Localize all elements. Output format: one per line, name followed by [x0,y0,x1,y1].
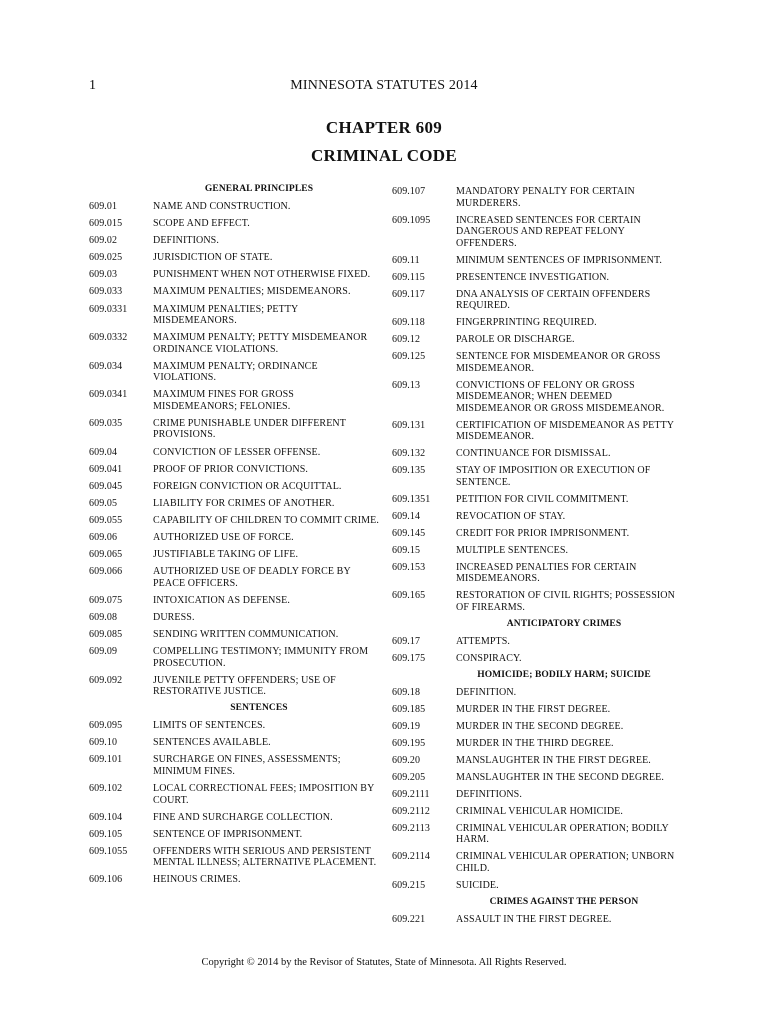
section-title: HEINOUS CRIMES. [153,874,241,886]
section-heading: HOMICIDE; BODILY HARM; SUICIDE [477,669,651,680]
statute-entry[interactable] [89,549,379,561]
statute-entry[interactable] [392,380,684,415]
section-title: MURDER IN THE FIRST DEGREE. [456,703,611,715]
section-number: 609.175 [392,652,426,664]
statute-entry[interactable] [392,687,684,699]
section-title: INCREASED SENTENCES FOR CERTAIN DANGEROUS AND REPEAT FELONY OFFENDERS. [456,214,641,249]
statute-entry[interactable] [392,317,684,329]
section-title: INCREASED PENALTIES FOR CERTAIN MISDEMEANORS. [456,561,637,584]
statute-entry[interactable] [89,464,379,476]
section-number: 609.18 [392,686,421,698]
section-title: ATTEMPTS. [456,635,510,647]
section-number: 609.09 [89,646,118,658]
section-title: FINE AND SURCHARGE COLLECTION. [153,811,333,823]
statute-entry[interactable] [89,829,379,841]
section-number: 609.08 [89,611,118,623]
section-number: 609.015 [89,218,123,230]
section-number: 609.1095 [392,214,431,226]
section-number: 609.04 [89,446,118,458]
section-title: DNA ANALYSIS OF CERTAIN OFFENDERS REQUIRED. [456,288,651,311]
section-number: 609.117 [392,288,425,300]
section-number: 609.11 [392,254,420,266]
section-title: PUNISHMENT WHEN NOT OTHERWISE FIXED. [153,269,371,281]
statute-entry[interactable] [392,590,684,613]
section-title: MANDATORY PENALTY FOR CERTAIN MURDERERS. [456,186,635,209]
statute-entry[interactable] [89,595,379,607]
section-title: ASSAULT IN THE FIRST DEGREE. [456,913,612,925]
section-title: CONVICTIONS OF FELONY OR GROSS MISDEMEANOR; WHEN DEEMED MISDEMEANOR OR GROSS MISDEMEANOR. [456,379,665,414]
statute-entry[interactable] [392,186,684,209]
section-title: PROOF OF PRIOR CONVICTIONS. [153,463,308,475]
section-number: 609.1351 [392,493,431,505]
statute-entry[interactable] [392,738,684,750]
section-title: COMPELLING TESTIMONY; IMMUNITY FROM PROSECUTION. [153,646,369,669]
statute-entry[interactable] [392,636,684,648]
section-heading: ANTICIPATORY CRIMES [506,618,622,629]
section-number: 609.17 [392,635,421,647]
section-number: 609.045 [89,480,123,492]
section-heading: CRIMES AGAINST THE PERSON [489,896,639,907]
statute-entry[interactable] [89,389,379,412]
section-title: MINIMUM SENTENCES OF IMPRISONMENT. [456,254,663,266]
statute-entry[interactable] [392,272,684,284]
section-number: 609.095 [89,720,123,732]
statute-entry[interactable] [89,361,379,384]
section-title: CONSPIRACY. [456,652,522,664]
section-title: JURISDICTION OF STATE. [153,252,273,264]
section-number: 609.106 [89,874,123,886]
section-title: MANSLAUGHTER IN THE FIRST DEGREE. [456,754,651,766]
section-title: CONTINUANCE FOR DISMISSAL. [456,448,611,459]
section-number: 609.107 [392,186,426,197]
statute-entry[interactable] [89,566,379,589]
section-title: PAROLE OR DISCHARGE. [456,334,575,345]
section-number: 609.153 [392,561,426,573]
section-title: SENTENCES AVAILABLE. [153,737,271,749]
statute-entry[interactable] [392,653,684,665]
section-number: 609.066 [89,566,123,578]
section-number: 609.118 [392,317,425,328]
section-title: MAXIMUM PENALTIES; MISDEMEANORS. [153,286,351,298]
section-number: 609.035 [89,417,123,429]
section-number: 609.03 [89,269,118,281]
section-title: DURESS. [153,611,195,623]
statute-entry[interactable] [89,812,379,824]
code-title: CRIMINAL CODE [310,146,458,165]
statute-entry[interactable] [392,255,684,267]
statute-entry[interactable] [392,562,684,585]
section-title: PETITION FOR CIVIL COMMITMENT. [456,493,629,505]
statute-entry[interactable] [89,201,379,213]
statute-entry[interactable] [89,629,379,641]
section-title: SUICIDE. [456,879,499,891]
statute-entry[interactable] [89,737,379,749]
section-number: 609.205 [392,771,426,783]
section-title: JUSTIFIABLE TAKING OF LIFE. [153,549,299,561]
section-title: SCOPE AND EFFECT. [153,218,250,230]
section-title: MANSLAUGHTER IN THE SECOND DEGREE. [456,771,664,783]
statute-entry[interactable] [392,334,684,346]
section-number: 609.13 [392,379,421,391]
section-title: RESTORATION OF CIVIL RIGHTS; POSSESSION OF FIREARMS. [456,590,675,613]
left-column [89,184,379,892]
section-number: 609.215 [392,879,426,891]
section-number: 609.1055 [89,845,128,857]
statute-entry[interactable] [392,351,684,374]
statute-entry[interactable] [89,269,379,281]
statute-entry[interactable] [392,880,684,892]
section-number: 609.145 [392,527,426,539]
section-title: INTOXICATION AS DEFENSE. [153,594,290,606]
section-title: PRESENTENCE INVESTIGATION. [456,271,610,283]
statute-entry[interactable] [392,420,684,443]
section-title: MAXIMUM PENALTIES; PETTY MISDEMEANORS. [153,303,298,327]
statute-entry[interactable] [89,675,379,698]
statute-entry[interactable] [89,304,379,327]
section-title: CRIMINAL VEHICULAR OPERATION; UNBORN CHILD. [456,851,675,874]
section-title: OFFENDERS WITH SERIOUS AND PERSISTENT MENTAL ILLNESS; ALTERNATIVE PLACEMENT. [153,845,377,869]
section-title: LOCAL CORRECTIONAL FEES; IMPOSITION BY COURT. [153,783,375,806]
section-title: NAME AND CONSTRUCTION. [153,201,291,212]
statute-entry[interactable] [392,914,684,926]
section-title: CRIMINAL VEHICULAR OPERATION; BODILY HARM. [456,822,669,845]
statute-entry[interactable] [89,481,379,493]
statute-entry[interactable] [89,754,379,777]
section-title: SENTENCE OF IMPRISONMENT. [153,828,303,840]
statute-entry[interactable] [392,721,684,733]
statute-entry[interactable] [89,532,379,544]
section-number: 609.132 [392,448,426,459]
statute-entry[interactable] [89,286,379,298]
section-number: 609.0331 [89,303,128,315]
section-number: 609.05 [89,497,118,509]
section-title: CRIMINAL VEHICULAR HOMICIDE. [456,805,623,817]
statute-entry[interactable] [392,755,684,767]
page-header [0,78,768,98]
statute-entry[interactable] [392,448,684,460]
section-number: 609.19 [392,720,421,732]
section-title: FINGERPRINTING REQUIRED. [456,317,597,328]
statute-entry[interactable] [89,783,379,806]
chapter-title: CHAPTER 609 [325,118,443,137]
statute-entry[interactable] [392,545,684,557]
section-number: 609.075 [89,594,123,606]
section-title: SURCHARGE ON FINES, ASSESSMENTS; MINIMUM FINES. [153,754,341,777]
statute-entry[interactable] [392,289,684,312]
section-title: MURDER IN THE SECOND DEGREE. [456,720,624,732]
section-number: 609.2111 [392,788,430,800]
section-title: LIABILITY FOR CRIMES OF ANOTHER. [153,497,335,509]
statute-entry[interactable] [392,704,684,716]
section-title: REVOCATION OF STAY. [456,510,566,522]
section-heading: GENERAL PRINCIPLES [204,184,314,194]
section-number: 609.06 [89,532,118,543]
section-number: 609.034 [89,360,123,372]
section-title: DEFINITIONS. [456,788,522,800]
section-number: 609.0341 [89,389,128,401]
section-title: MAXIMUM PENALTY; ORDINANCE VIOLATIONS. [153,360,318,384]
section-number: 609.065 [89,549,123,561]
section-number: 609.135 [392,465,426,476]
section-number: 609.104 [89,811,123,823]
section-title: STAY OF IMPOSITION OR EXECUTION OF SENTENCE. [456,465,651,488]
section-number: 609.105 [89,828,123,840]
statute-entry[interactable] [392,494,684,506]
statute-entry[interactable] [392,851,684,874]
section-number: 609.01 [89,201,118,212]
section-title: JUVENILE PETTY OFFENDERS; USE OF RESTORATIVE JUSTICE. [153,674,336,698]
right-column [392,186,684,931]
section-heading: SENTENCES [230,703,288,714]
section-title: DEFINITION. [456,686,517,698]
statute-entry[interactable] [89,498,379,510]
section-title: LIMITS OF SENTENCES. [153,720,266,732]
section-number: 609.2112 [392,805,430,817]
statute-entry[interactable] [89,218,379,230]
section-number: 609.20 [392,754,421,766]
section-number: 609.195 [392,737,426,749]
statute-entry[interactable] [89,720,379,732]
section-number: 609.131 [392,419,426,431]
section-number: 609.092 [89,674,123,686]
statute-entry[interactable] [89,646,379,669]
statute-entry[interactable] [89,418,379,441]
statute-entry[interactable] [392,528,684,540]
section-number: 609.2113 [392,822,430,834]
statute-entry[interactable] [89,874,379,886]
statute-entry[interactable] [89,447,379,459]
section-number: 609.185 [392,703,426,715]
section-number: 609.085 [89,628,123,640]
running-title: MINNESOTA STATUTES 2014 [290,78,478,93]
statute-entry[interactable] [89,515,379,527]
section-number: 609.055 [89,514,123,526]
section-number: 609.12 [392,334,421,345]
statute-entry[interactable] [89,332,379,355]
statute-entry[interactable] [392,511,684,523]
section-title: MULTIPLE SENTENCES. [456,544,569,556]
section-title: AUTHORIZED USE OF FORCE. [153,532,294,543]
section-title: MAXIMUM FINES FOR GROSS MISDEMEANORS; FELONIES. [153,389,294,412]
section-title: CRIME PUNISHABLE UNDER DIFFERENT PROVISIONS. [153,417,346,441]
section-number: 609.14 [392,510,421,522]
section-number: 609.165 [392,590,426,601]
statute-entry[interactable] [89,846,379,869]
section-title: CAPABILITY OF CHILDREN TO COMMIT CRIME. [153,514,379,526]
statute-entry[interactable] [89,252,379,264]
statute-entry[interactable] [392,772,684,784]
section-number: 609.02 [89,235,118,247]
section-number: 609.2114 [392,851,430,862]
statute-entry[interactable] [89,612,379,624]
statute-entry[interactable] [392,823,684,846]
section-number: 609.221 [392,913,426,925]
section-number: 609.10 [89,737,118,749]
section-number: 609.025 [89,252,123,264]
section-title: DEFINITIONS. [153,235,219,247]
section-title: SENTENCE FOR MISDEMEANOR OR GROSS MISDEMEANOR. [456,351,661,374]
page-number: 1 [89,78,96,93]
statute-entry[interactable] [89,235,379,247]
section-number: 609.033 [89,286,123,298]
section-title: CONVICTION OF LESSER OFFENSE. [153,446,321,458]
section-title: AUTHORIZED USE OF DEADLY FORCE BY PEACE OFFICERS. [153,566,351,589]
statute-entry[interactable] [392,465,684,488]
section-title: CERTIFICATION OF MISDEMEANOR AS PETTY MISDEMEANOR. [456,419,674,442]
section-number: 609.0332 [89,332,128,344]
section-title: CREDIT FOR PRIOR IMPRISONMENT. [456,527,630,539]
statute-entry[interactable] [392,789,684,801]
section-number: 609.115 [392,271,425,283]
section-number: 609.102 [89,783,123,795]
section-title: MURDER IN THE THIRD DEGREE. [456,737,614,749]
section-number: 609.15 [392,544,421,556]
statute-entry[interactable] [392,806,684,818]
section-title: FOREIGN CONVICTION OR ACQUITTAL. [153,480,342,492]
section-number: 609.125 [392,351,426,362]
copyright-footer: Copyright © 2014 by the Revisor of Statutes, State of Minnesota. All Rights Reserved. [201,957,567,968]
section-number: 609.041 [89,463,123,475]
section-title: MAXIMUM PENALTY; PETTY MISDEMEANOR ORDINANCE VIOLATIONS. [153,332,368,355]
section-number: 609.101 [89,754,123,766]
section-title: SENDING WRITTEN COMMUNICATION. [153,628,339,640]
statute-entry[interactable] [392,215,684,250]
